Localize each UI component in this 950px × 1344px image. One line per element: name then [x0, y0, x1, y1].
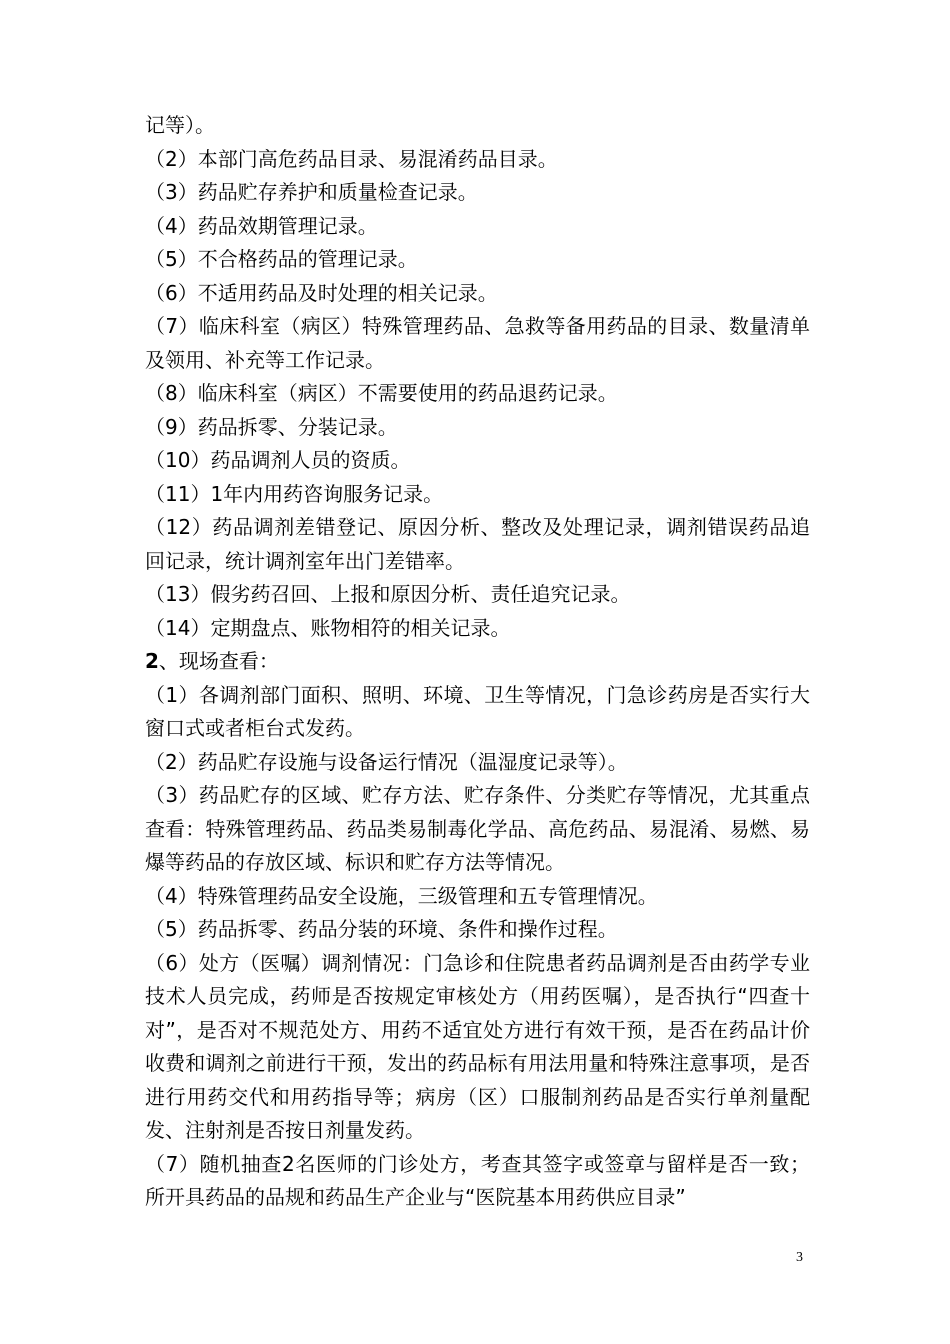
- list-item: （3）药品贮存的区域、贮存方法、贮存条件、分类贮存等情况，尤其重点查看：特殊管理药品、药品类易制毒化学品、高危药品、易混淆、易燃、易爆等药品的存放区域、标识和贮存方法等情况。: [145, 783, 810, 874]
- list-item: （2）本部门高危药品目录、易混淆药品目录。: [145, 146, 558, 171]
- list-item: （5）不合格药品的管理记录。: [145, 247, 418, 271]
- list-item: （7）随机抽查2名医师的门诊处方，考查其签字或签章与留样是否一致；所开具药品的品规和药品生产企业与“医院基本用药供应目录”: [145, 1151, 810, 1209]
- section-title: 、现场查看：: [158, 649, 279, 673]
- list-item: （11）1年内用药咨询服务记录。: [145, 481, 444, 506]
- section-number: 2: [145, 649, 159, 673]
- list-item: （12）药品调剂差错登记、原因分析、整改及处理记录，调剂错误药品追回记录，统计调剂室年出门差错率。: [145, 515, 810, 573]
- document-body: [145, 109, 810, 1215]
- list-item: （8）临床科室（病区）不需要使用的药品退药记录。: [145, 381, 618, 405]
- list-item: （14）定期盘点、账物相符的相关记录。: [145, 615, 511, 640]
- list-item: （4）药品效期管理记录。: [145, 213, 378, 238]
- list-item: （5）药品拆零、药品分装的环境、条件和操作过程。: [145, 917, 618, 941]
- list-item: （2）药品贮存设施与设备运行情况（温湿度记录等）。: [145, 749, 628, 774]
- list-item: （6）处方（医嘱）调剂情况：门急诊和住院患者药品调剂是否由药学专业技术人员完成，药师是否按规定审核处方（用药医嘱），是否执行“四查十对”，是否对不规范处方、用药不适宜处方进行有效干预，是否在药品计价收费和调剂之前进行干预，发出的药品标有用法用量和特殊注意事项，是否进行用药交代和用药指导等；病房（区）口服制剂药品是否实行单剂量配发、注射剂是否按日剂量发药。: [145, 950, 810, 1142]
- list-item: （13）假劣药召回、上报和原因分析、责任追究记录。: [145, 582, 631, 606]
- list-item: （3）药品贮存养护和质量检查记录。: [145, 180, 478, 204]
- page-number: 3: [796, 1250, 803, 1265]
- section-heading: [145, 645, 810, 679]
- list-item: （10）药品调剂人员的资质。: [145, 448, 411, 472]
- list-item: （4）特殊管理药品安全设施，三级管理和五专管理情况。: [145, 883, 658, 908]
- list-item: （6）不适用药品及时处理的相关记录。: [145, 280, 498, 305]
- paragraph-continuation: 记等）。: [145, 113, 215, 137]
- list-item: （1）各调剂部门面积、照明、环境、卫生等情况，门急诊药房是否实行大窗口式或者柜台式发药。: [145, 682, 810, 740]
- list-item: （9）药品拆零、分装记录。: [145, 414, 398, 439]
- list-item: （7）临床科室（病区）特殊管理药品、急救等备用药品的目录、数量清单及领用、补充等工作记录。: [145, 314, 810, 372]
